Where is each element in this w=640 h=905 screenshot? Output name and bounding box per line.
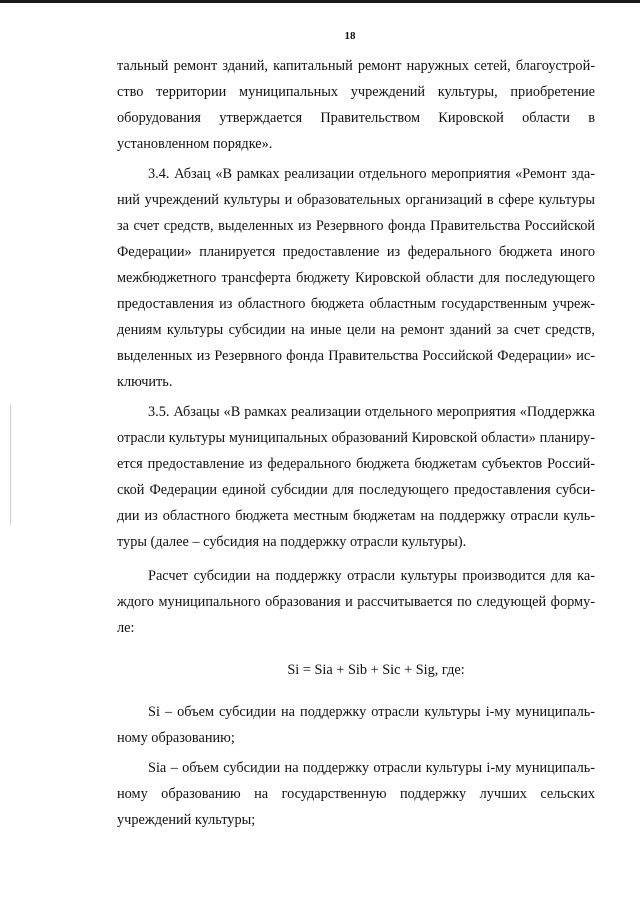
scan-top-edge: [0, 0, 640, 3]
page-number: 18: [344, 30, 356, 42]
scan-margin-mark: [10, 405, 11, 525]
definition-sia: Sia – объем субсидии на поддержку отрасли культуры i-му муниципальному образованию на государственную поддержку лучших сельских учреждений культуры;: [117, 760, 595, 828]
definition-si: Si – объем субсидии на поддержку отрасли культуры i-му муниципальному образованию;: [117, 704, 595, 746]
paragraph-calculation: Расчет субсидии на поддержку отрасли культуры производится для каждого муниципального образования и рассчитывается по следующей формуле:: [117, 568, 595, 636]
paragraph-continuation: тальный ремонт зданий, капитальный ремонт наружных сетей, благоустройство территории муниципальных учреждений культуры, приобретение оборудования утверждается Правительством Кировской области в установленном порядке».: [117, 58, 595, 152]
subsidy-formula: Si = Sia + Sib + Sic + Sig, где:: [287, 662, 465, 678]
paragraph-3-5: 3.5. Абзацы «В рамках реализации отдельного мероприятия «Поддержка отрасли культуры муниципальных образований Кировской области» планируется предоставление из федерального бюджета бюджетам субъектов Российской Федерации единой субсидии для последующего предоставления субсидии из областного бюджета местным бюджетам на поддержку отрасли культуры (далее – субсидия на поддержку отрасли культуры).: [117, 404, 595, 550]
document-body: [117, 53, 595, 833]
paragraph-3-4: 3.4. Абзац «В рамках реализации отдельного мероприятия «Ремонт зданий учреждений культуры и образовательных организаций в сфере культуры за счет средств, выделенных из Резервного фонда Правительства Российской Федерации» планируется предоставление из федерального бюджета иного межбюджетного трансферта бюджету Кировской области для последующего предоставления из областного бюджета областным государственным учреждениям культуры субсидии на иные цели на ремонт зданий за счет средств, выделенных из Резервного фонда Правительства Российской Федерации» исключить.: [117, 166, 595, 390]
